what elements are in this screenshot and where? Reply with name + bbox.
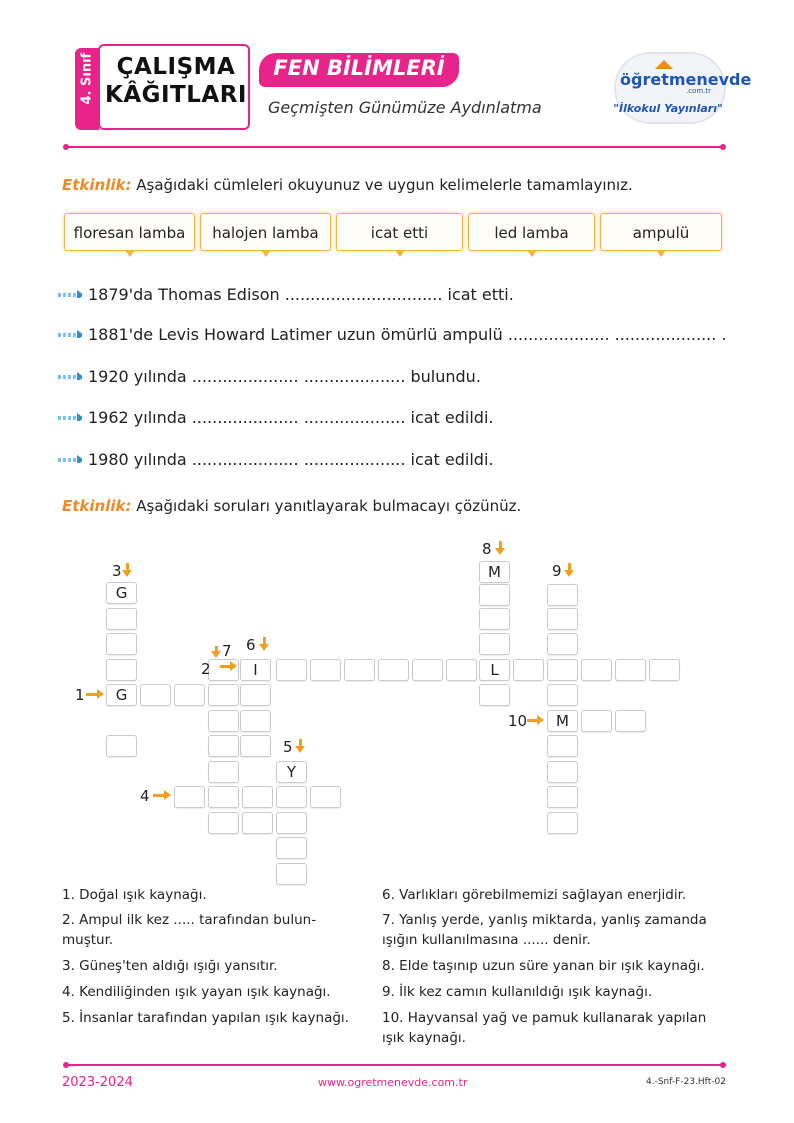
house-roof-icon: [655, 60, 673, 69]
clue-number-5: 5: [283, 738, 293, 756]
crossword-cell[interactable]: [378, 659, 409, 681]
word-box-3[interactable]: [336, 213, 463, 251]
subject-title: FEN BİLİMLERİ: [273, 56, 445, 80]
header-divider: [66, 146, 722, 148]
clue-number-10: 10: [508, 712, 528, 730]
activity1-label: Etkinlik:: [62, 176, 132, 194]
divider-dot-right: [720, 1062, 726, 1068]
topic-title: Geçmişten Günümüze Aydınlatma: [268, 98, 542, 117]
word-box-1[interactable]: [64, 213, 195, 251]
arrow-right-icon: [58, 455, 82, 463]
crossword-cell[interactable]: [479, 584, 510, 606]
arrow-down-icon: [564, 570, 574, 577]
crossword-cell[interactable]: [412, 659, 443, 681]
word-box-5[interactable]: [600, 213, 722, 251]
sentence-4: 1962 yılında ..................... .................... icat edildi.: [88, 408, 494, 427]
crossword-cell-y[interactable]: Y: [276, 761, 307, 783]
crossword-cell[interactable]: [208, 786, 239, 808]
clue-number-3: 3: [112, 562, 122, 580]
clue-number-9: 9: [552, 562, 562, 580]
activity2-label: Etkinlik:: [62, 497, 132, 515]
crossword-cell[interactable]: [344, 659, 375, 681]
crossword-cell[interactable]: [547, 786, 578, 808]
crossword-cell[interactable]: [240, 684, 271, 706]
crossword-cell[interactable]: [446, 659, 477, 681]
crossword-cell[interactable]: [276, 786, 307, 808]
arrow-right-icon: [537, 715, 544, 725]
crossword-cell[interactable]: [174, 786, 205, 808]
sentence-2: 1881'de Levis Howard Latimer uzun ömürlü ampulü .................... .................... .: [88, 325, 727, 344]
clue-number-1: 1: [75, 686, 85, 704]
crossword-cell-l[interactable]: L: [479, 659, 510, 681]
arrow-right-icon: [58, 413, 82, 421]
crossword-cell[interactable]: [513, 659, 544, 681]
crossword-cell[interactable]: [479, 608, 510, 630]
word-label: ampulü: [632, 224, 690, 242]
activity1-instruction: [62, 176, 633, 194]
crossword-cell[interactable]: [106, 659, 137, 681]
arrow-right-icon: [58, 290, 82, 298]
crossword-cell[interactable]: [174, 684, 205, 706]
word-box-4[interactable]: [468, 213, 595, 251]
title-box: [98, 44, 250, 130]
clue-6: 6. Varlıkları görebilmemizi sağlayan enerjidir.: [382, 887, 687, 903]
clue-number-4: 4: [140, 787, 150, 805]
crossword-cell-m[interactable]: M: [479, 561, 510, 583]
footer-code: 4.-Snf-F-23.Hft-02: [646, 1077, 726, 1087]
crossword-cell[interactable]: [581, 710, 612, 732]
arrow-down-icon: [495, 548, 505, 555]
logo-domain: .com.tr: [686, 87, 712, 95]
logo-text: öğretmenevde: [620, 70, 752, 89]
word-label: halojen lamba: [212, 224, 319, 242]
crossword-cell[interactable]: [547, 633, 578, 655]
sentence-5: 1980 yılında ..................... .................... icat edildi.: [88, 450, 494, 469]
footer-divider: [66, 1064, 722, 1066]
activity1-text: Aşağıdaki cümleleri okuyunuz ve uygun kelimelerle tamamlayınız.: [136, 176, 633, 194]
crossword-cell[interactable]: [242, 812, 273, 834]
arrow-right-icon: [97, 689, 104, 699]
sentence-3: 1920 yılında ..................... .................... bulundu.: [88, 367, 481, 386]
word-label: floresan lamba: [73, 224, 186, 242]
footer-year: 2023-2024: [62, 1075, 133, 1090]
crossword-cell[interactable]: [615, 659, 646, 681]
crossword-cell[interactable]: [581, 659, 612, 681]
word-box-2[interactable]: [200, 213, 331, 251]
word-label: icat etti: [370, 224, 429, 242]
clue-2: 2. Ampul ilk kez ..... tarafından bulun-: [62, 912, 317, 928]
arrow-down-icon: [295, 746, 305, 753]
crossword-cell[interactable]: [547, 812, 578, 834]
arrow-down-icon: [211, 651, 221, 658]
crossword-cell-g[interactable]: G: [106, 582, 137, 604]
sentence-1: 1879'da Thomas Edison ............................... icat etti.: [88, 285, 514, 304]
arrow-down-icon: [122, 570, 132, 577]
clue-number-2: 2: [201, 660, 211, 678]
divider-dot-right: [720, 144, 726, 150]
grade-label: 4. Sınıf: [79, 52, 95, 105]
title-line-2: KÂĞITLARI: [105, 82, 247, 108]
clue-4: 4. Kendiliğinden ışık yayan ışık kaynağı.: [62, 984, 331, 1000]
crossword-cell[interactable]: [208, 684, 239, 706]
clue-number-8: 8: [482, 540, 492, 558]
crossword-cell[interactable]: [547, 735, 578, 757]
crossword-cell[interactable]: [106, 608, 137, 630]
clue-8: 8. Elde taşınıp uzun süre yanan bir ışık kaynağı.: [382, 958, 705, 974]
crossword-cell[interactable]: [310, 786, 341, 808]
crossword-cell[interactable]: [276, 837, 307, 859]
clue-number-6: 6: [246, 636, 256, 654]
crossword-cell[interactable]: [615, 710, 646, 732]
arrow-right-icon: [58, 372, 82, 380]
crossword-cell[interactable]: [276, 863, 307, 885]
crossword-cell[interactable]: [240, 735, 271, 757]
clue-7: 7. Yanlış yerde, yanlış miktarda, yanlış zamanda: [382, 912, 707, 928]
crossword-cell[interactable]: [310, 659, 341, 681]
clue-5: 5. İnsanlar tarafından yapılan ışık kaynağı.: [62, 1010, 349, 1026]
crossword-cell[interactable]: [140, 684, 171, 706]
crossword-cell[interactable]: [547, 584, 578, 606]
crossword-cell[interactable]: [649, 659, 680, 681]
clues-right: [382, 884, 732, 1049]
clue-9: 9. İlk kez camın kullanıldığı ışık kaynağı.: [382, 984, 653, 1000]
activity2-instruction: [62, 497, 521, 515]
crossword-cell[interactable]: [208, 812, 239, 834]
arrow-down-icon: [259, 644, 269, 651]
crossword-cell[interactable]: [479, 633, 510, 655]
clue-10: 10. Hayvansal yağ ve pamuk kullanarak yapılan: [382, 1010, 707, 1026]
arrow-right-icon: [58, 330, 82, 338]
crossword-cell[interactable]: [547, 659, 578, 681]
crossword-cell-i[interactable]: I: [240, 659, 271, 681]
footer-website[interactable]: www.ogretmenevde.com.tr: [318, 1076, 468, 1089]
crossword-cell[interactable]: [242, 786, 273, 808]
crossword-cell[interactable]: [547, 608, 578, 630]
crossword-cell[interactable]: [106, 633, 137, 655]
arrow-right-icon: [164, 790, 171, 800]
divider-dot-left: [63, 144, 69, 150]
crossword-cell[interactable]: [208, 710, 239, 732]
crossword-cell[interactable]: [240, 710, 271, 732]
crossword-cell-m[interactable]: M: [547, 710, 578, 732]
logo-subtitle: "İlkokul Yayınları": [613, 102, 723, 115]
crossword-cell[interactable]: [208, 761, 239, 783]
crossword-cell[interactable]: [547, 684, 578, 706]
arrow-right-icon: [230, 661, 237, 671]
word-label: led lamba: [494, 224, 569, 242]
arrow-right-icon: [220, 665, 230, 668]
crossword-cell[interactable]: [276, 812, 307, 834]
clue-10-cont: ışık kaynağı.: [382, 1030, 466, 1046]
crossword-cell[interactable]: [106, 735, 137, 757]
clue-7-cont: ışığın kullanılmasına ...... denir.: [382, 932, 591, 948]
title-line-1: ÇALIŞMA: [116, 54, 236, 80]
clue-2-cont: muştur.: [62, 932, 114, 948]
crossword-cell[interactable]: [479, 684, 510, 706]
crossword-cell[interactable]: [276, 659, 307, 681]
divider-dot-left: [63, 1062, 69, 1068]
clue-1: 1. Doğal ışık kaynağı.: [62, 887, 207, 903]
arrow-right-icon: [527, 719, 537, 722]
crossword-cell[interactable]: [208, 735, 239, 757]
clue-3: 3. Güneş'ten aldığı ışığı yansıtır.: [62, 958, 278, 974]
crossword-cell-g[interactable]: G: [106, 684, 137, 706]
activity2-text: Aşağıdaki soruları yanıtlayarak bulmacayı çözünüz.: [136, 497, 522, 515]
clue-number-7: 7: [222, 642, 232, 660]
crossword-cell[interactable]: [547, 761, 578, 783]
clues-left: [62, 884, 372, 1029]
